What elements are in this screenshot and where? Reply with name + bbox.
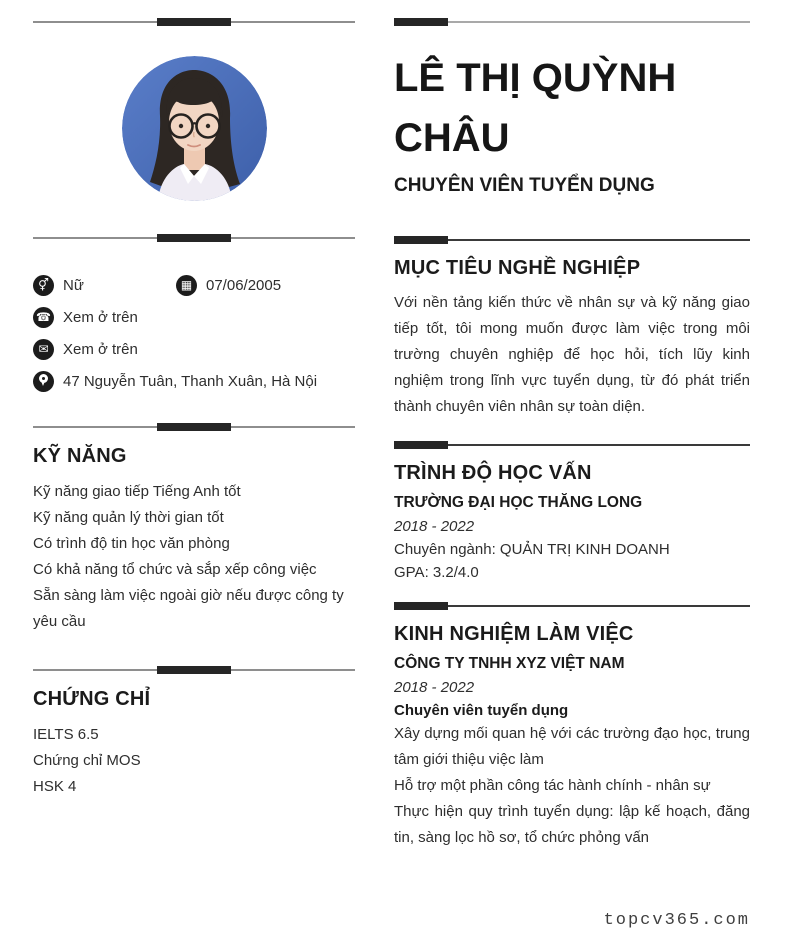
job-title: CHUYÊN VIÊN TUYỂN DỤNG [394,175,655,196]
certificate-item: IELTS 6.5 [33,726,99,743]
section-divider [394,236,750,245]
section-divider [33,423,355,432]
gender-icon: ⚥ [33,275,54,296]
profile-photo-illustration [122,56,267,201]
objective-text: Với nền tảng kiến thức về nhân sự và kỹ năng giao tiếp tốt, tôi mong muốn được làm việc trong môi trường chuyên nghiệp để học hỏi, tích lũy kinh nghiệm trong lĩnh vực tuyển dụng, từ đó phát triển thành chuyên viên nhân sự toàn diện. [394,294,750,415]
duty-item: Xây dựng mối quan hệ với các trường đạo học, trung tâm giới thiệu việc làm [394,725,750,768]
company-name: CÔNG TY TNHH XYZ VIỆT NAM [394,655,625,672]
experience-heading: KINH NGHIỆM LÀM VIỆC [394,623,634,645]
info-row [33,274,355,296]
education-major: Chuyên ngành: QUẢN TRỊ KINH DOANH [394,541,670,558]
skill-item: Có trình độ tin học văn phòng [33,535,230,552]
left-column [33,0,355,800]
duty-item: Hỗ trợ một phần công tác hành chính - nhân sự [394,777,711,794]
full-name: LÊ THỊ QUỲNH CHÂU [394,56,677,160]
email-value: Xem ở trên [63,340,138,358]
phone-icon: ☎ [33,307,54,328]
duty-item: Thực hiện quy trình tuyển dụng: lập kế hoạch, đăng tin, sàng lọc hồ sơ, tổ chức phỏng vấn [394,803,750,846]
position-title: Chuyên viên tuyển dụng [394,702,569,719]
address-field [33,371,317,392]
education-gpa: GPA: 3.2/4.0 [394,564,479,581]
profile-photo [122,56,267,201]
section-divider [33,18,355,27]
skill-item: Có khả năng tổ chức và sắp xếp công việc [33,561,317,578]
experience-period: 2018 - 2022 [394,679,475,696]
certificates-heading: CHỨNG CHỈ [33,688,151,710]
section-divider [33,666,355,675]
info-row [33,338,355,360]
certificate-item: Chứng chỉ MOS [33,752,141,769]
section-divider [394,18,750,27]
school-name: TRƯỜNG ĐẠI HỌC THĂNG LONG [394,494,643,511]
section-divider [394,441,750,450]
location-icon [33,371,54,392]
gender-value: Nữ [63,276,84,294]
skill-item: Kỹ năng quản lý thời gian tốt [33,509,224,526]
dob-value: 07/06/2005 [206,276,282,294]
phone-value: Xem ở trên [63,308,138,326]
info-row [33,306,355,328]
phone-field [33,307,138,328]
skill-item: Kỹ năng giao tiếp Tiếng Anh tốt [33,483,241,500]
section-divider [33,234,355,243]
email-icon: ✉ [33,339,54,360]
section-divider [394,602,750,611]
skills-list [33,479,355,635]
personal-info [33,274,355,392]
certificates-list [33,722,355,800]
watermark: topcv365.com [603,911,750,930]
education-period: 2018 - 2022 [394,518,475,535]
skills-heading: KỸ NĂNG [33,445,127,467]
objective-heading: MỤC TIÊU NGHỀ NGHIỆP [394,257,641,279]
address-value: 47 Nguyễn Tuân, Thanh Xuân, Hà Nội [63,372,318,390]
calendar-icon: ▦ [176,275,197,296]
experience-section [394,623,750,851]
email-field [33,339,138,360]
objective-section [394,257,750,420]
education-heading: TRÌNH ĐỘ HỌC VẤN [394,462,592,484]
right-column [394,0,750,851]
gender-field [33,275,176,296]
duties-list [394,721,750,851]
info-row [33,370,355,392]
skill-item: Sẵn sàng làm việc ngoài giờ nếu được công ty yêu cầu [33,587,344,630]
education-section [394,462,750,581]
dob-field [176,275,281,296]
certificate-item: HSK 4 [33,778,77,795]
